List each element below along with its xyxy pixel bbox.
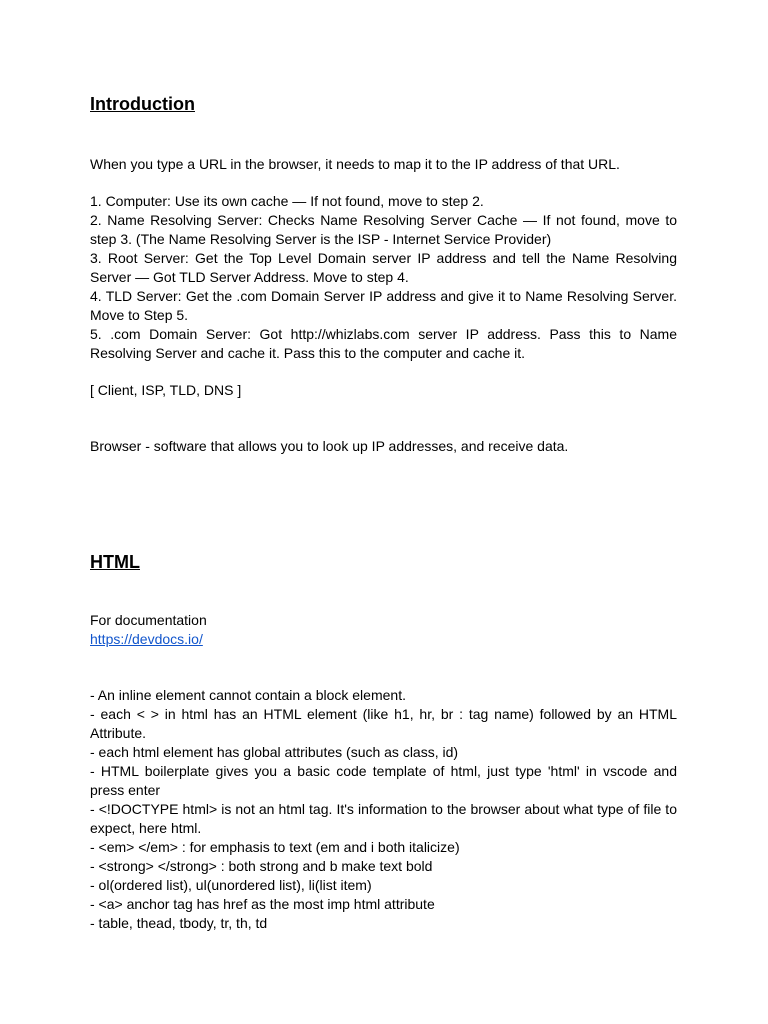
html-note-lists: - ol(ordered list), ul(unordered list), li(list item)	[90, 877, 372, 893]
dns-step-4: 4. TLD Server: Get the .com Domain Server IP address and give it to Name Resolving Server. Move to Step 5.	[90, 288, 677, 323]
dns-step-3: 3. Root Server: Get the Top Level Domain server IP address and tell the Name Resolving Server — Got TLD Server Address. Move to step 4.	[90, 250, 677, 285]
bracket-list: [ Client, ISP, TLD, DNS ]	[90, 382, 242, 398]
dns-step-5: 5. .com Domain Server: Got http://whizlabs.com server IP address. Pass this to Name Resolving Server and cache it. Pass this to the computer and cache it.	[90, 326, 677, 361]
html-note-element-attribute: - each < > in html has an HTML element (like h1, hr, br : tag name) followed by an HTML Attribute.	[90, 706, 677, 741]
browser-definition: Browser - software that allows you to look up IP addresses, and receive data.	[90, 438, 569, 454]
intro-lead-paragraph: When you type a URL in the browser, it needs to map it to the IP address of that URL.	[90, 156, 620, 172]
html-note-table: - table, thead, tbody, tr, th, td	[90, 915, 268, 931]
documentation-label: For documentation	[90, 612, 207, 628]
html-note-inline-element: - An inline element cannot contain a block element.	[90, 687, 406, 703]
documentation-link-row	[90, 630, 677, 649]
dns-steps-list	[90, 192, 677, 363]
introduction-heading: Introduction	[90, 94, 195, 114]
dns-step-1: 1. Computer: Use its own cache — If not found, move to step 2.	[90, 193, 484, 209]
html-note-global-attributes: - each html element has global attributes (such as class, id)	[90, 744, 459, 760]
dns-step-2: 2. Name Resolving Server: Checks Name Resolving Server Cache — If not found, move to step 3. (The Name Resolving Server is the ISP - Internet Service Provider)	[90, 212, 677, 247]
html-note-em: - <em> </em> : for emphasis to text (em and i both italicize)	[90, 839, 460, 855]
html-note-anchor: - <a> anchor tag has href as the most imp html attribute	[90, 896, 435, 912]
html-note-doctype: - <!DOCTYPE html> is not an html tag. It's information to the browser about what type of file to expect, here html.	[90, 801, 677, 836]
html-note-strong: - <strong> </strong> : both strong and b make text bold	[90, 858, 433, 874]
devdocs-link[interactable]: https://devdocs.io/	[90, 631, 203, 647]
html-heading: HTML	[90, 552, 140, 572]
html-notes-list	[90, 686, 677, 933]
html-note-boilerplate: - HTML boilerplate gives you a basic code template of html, just type 'html' in vscode and press enter	[90, 763, 677, 798]
